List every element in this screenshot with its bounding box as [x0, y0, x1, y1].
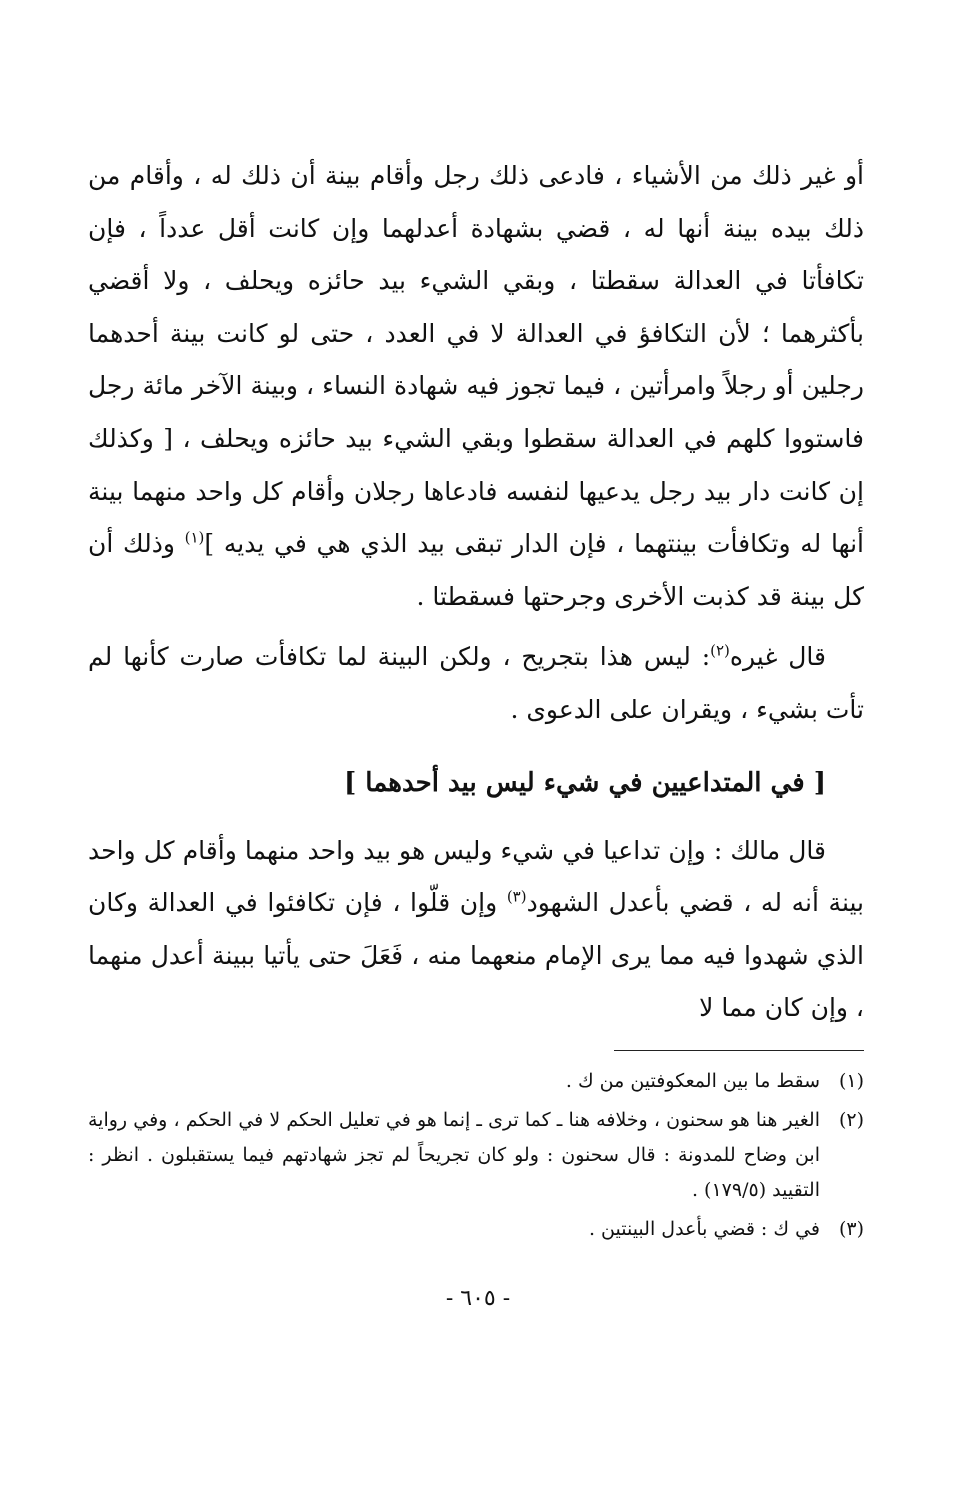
footnote-text: الغير هنا هو سحنون ، وخلافه هنا ـ كما ترى ـ إنما هو في تعليل الحكم لا في الحكم ، وفي رواية ابن وضاح للمدونة : قال سحنون : ولو كان تجريحاً لم تجز شهادتهم فيما يستقبلون . انظر : التقييد (١٧٩/٥) .	[88, 1109, 820, 1201]
footnote-ref-1: (١)	[184, 528, 205, 547]
footnotes	[88, 1064, 864, 1251]
paragraph-2-start: قال غيره	[729, 642, 826, 672]
footnote-number: (٢)	[838, 1109, 864, 1131]
footnote-number: (٣)	[838, 1218, 864, 1240]
footnote-2	[88, 1103, 864, 1208]
footnote-ref-3: (٣)	[506, 887, 527, 906]
footnote-3	[88, 1212, 864, 1247]
section-heading: [ في المتداعيين في شيء ليس بيد أحدهما ]	[343, 767, 826, 798]
paragraph-3-start: قال مالك : وإن تداعيا في شيء وليس هو بيد واحد منهما وأقام كل واحد بينة أنه له ، قضي بأعدل الشهود	[88, 835, 864, 918]
main-text	[88, 150, 864, 1035]
footnote-ref-2: (٢)	[710, 642, 730, 661]
paragraph-1-text: أو غير ذلك من الأشياء ، فادعى ذلك رجل وأقام بينة أن ذلك له ، وأقام من ذلك بيده بينة أنها له ، قضي بشهادة أعدلهما وإن كانت أقل عدداً ، فإن تكافأتا في العدالة سقطتا ، وبقي الشيء بيد حائزه ويحلف ، ولا أقضي بأكثرهما ؛ لأن التكافؤ في العدالة لا في العدد ، حتى لو كانت بينة أحدهما رجلين أو رجلاً وامرأتين ، فيما تجوز فيه شهادة النساء ، وبينة الآخر مائة رجل فاستووا كلهم في العدالة سقطوا وبقي الشيء بيد حائزه ويحلف ، [ وكذلك إن كانت دار بيد رجل يدعيها لنفسه فادعاها رجلان وأقام كل واحد منهما بينة أنها له وتكافأت بينتهما ، فإن الدار تبقى بيد الذي هي في يديه ]	[88, 161, 865, 559]
paragraph-3	[88, 825, 864, 1035]
paragraph-1-end: وذلك أن كل بينة قد كذبت الأخرى وجرحتها فسقطتا .	[88, 529, 864, 611]
paragraph-1	[88, 150, 864, 623]
footnote-divider	[614, 1050, 864, 1051]
footnote-1	[88, 1064, 864, 1099]
footnote-number: (١)	[838, 1070, 864, 1092]
paragraph-3-end: وإن قلّوا ، فإن تكافئوا في العدالة وكان الذي شهدوا فيه مما يرى الإمام منعهما منه ، فَعَلَ حتى يأتيا ببينة أعدل منهما ، وإن كان مما لا	[88, 888, 864, 1023]
footnote-text: في ك : قضي بأعدل البينتين .	[588, 1218, 820, 1240]
footnote-text: سقط ما بين المعكوفتين من ك .	[565, 1070, 820, 1092]
page-number: - ٦٠٥ -	[445, 1286, 511, 1311]
paragraph-2	[88, 631, 864, 736]
paragraph-2-end: : ليس هذا بتجريح ، ولكن البينة لما تكافأت صارت كأنها لم تأت بشيء ، ويقران على الدعوى .	[88, 642, 864, 724]
